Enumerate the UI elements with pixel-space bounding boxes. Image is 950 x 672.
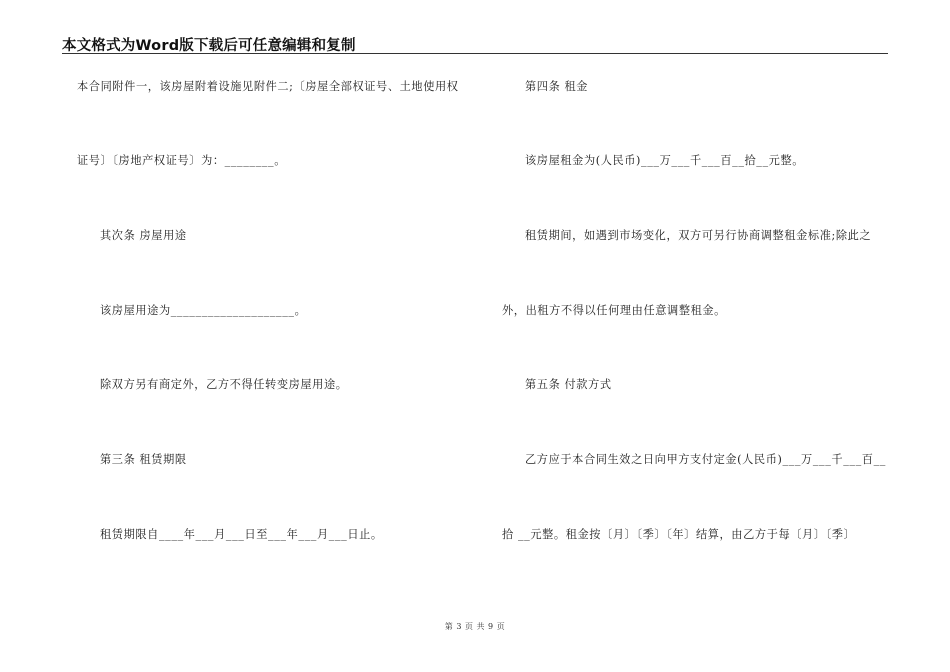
right-line-2: 该房屋租金为(人民币)___万___千___百__拾__元整。 (525, 154, 805, 167)
right-line-4: 外，出租方不得以任何理由任意调整租金。 (502, 304, 726, 317)
left-line-1: 本合同附件一，该房屋附着设施见附件二;〔房屋全部权证号、土地使用权 (77, 80, 459, 93)
left-line-5: 除双方另有商定外，乙方不得任转变房屋用途。 (100, 378, 348, 391)
right-line-3: 租赁期间，如遇到市场变化，双方可另行协商调整租金标准;除此之 (525, 229, 872, 242)
left-heading-article-2: 其次条 房屋用途 (100, 229, 187, 242)
right-heading-article-5: 第五条 付款方式 (525, 378, 612, 391)
header-divider (62, 53, 888, 54)
left-line-4: 该房屋用途为____________________。 (100, 304, 307, 317)
document-header-title: 本文格式为Word版下载后可任意编辑和复制 (62, 38, 356, 54)
left-heading-article-3: 第三条 租赁期限 (100, 453, 187, 466)
right-line-7: 拾 __元整。租金按〔月〕〔季〕〔年〕结算，由乙方于每〔月〕〔季〕 (502, 528, 856, 541)
right-heading-article-4: 第四条 租金 (525, 80, 589, 93)
right-line-6: 乙方应于本合同生效之日向甲方支付定金(人民币)___万___千___百__ (525, 453, 886, 466)
left-line-7: 租赁期限自____年___月___日至___年___月___日止。 (100, 528, 383, 541)
left-line-2: 证号〕〔房地产权证号〕为：________。 (77, 154, 286, 167)
page-number: 第 3 页 共 9 页 (444, 622, 506, 631)
